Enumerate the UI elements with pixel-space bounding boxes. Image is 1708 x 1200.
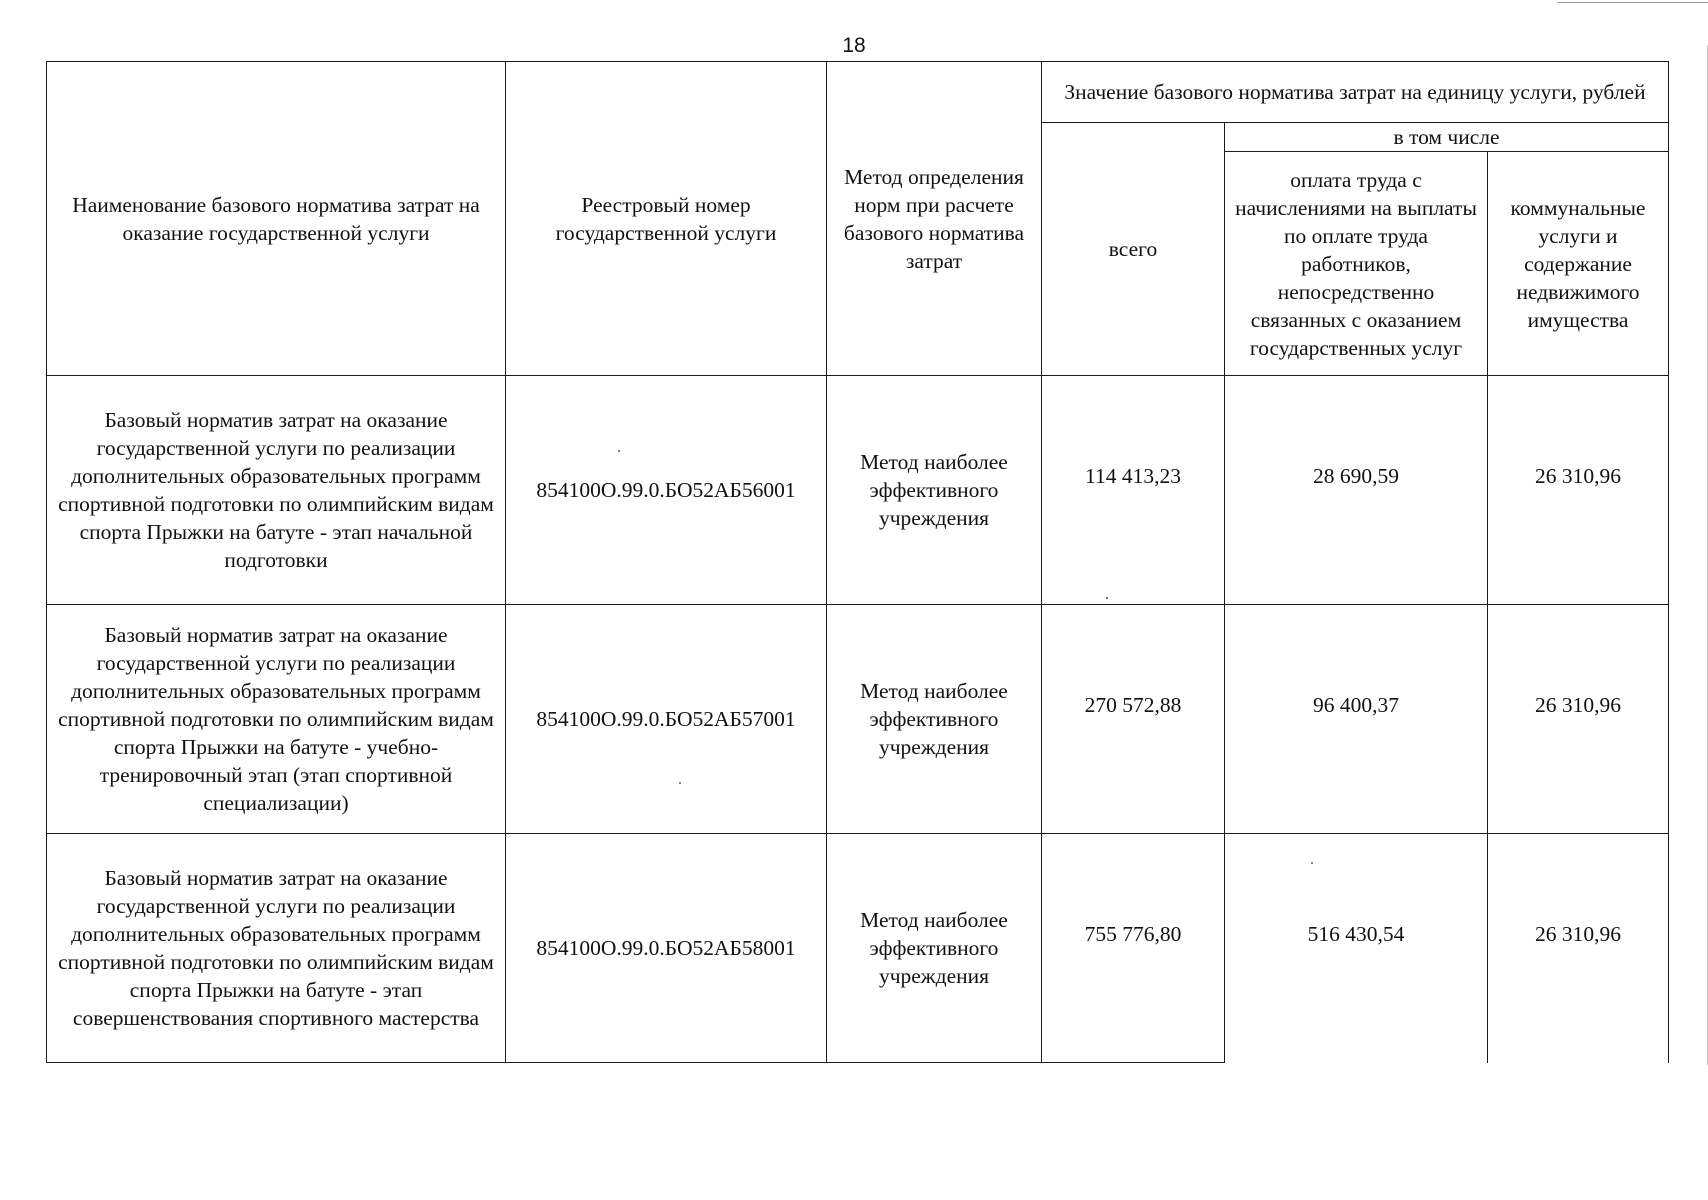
table-row — [47, 834, 1669, 1063]
header-utilities: коммунальные услуги и содержание недвижимого имущества — [1488, 152, 1669, 376]
cell-total: 755 776,80 — [1042, 834, 1225, 1063]
scan-speck — [618, 450, 620, 452]
scan-speck — [1311, 862, 1313, 864]
table-row — [47, 605, 1669, 834]
cell-name: Базовый норматив затрат на оказание государственной услуги по реализации дополнительных образовательных программ спортивной подготовки по олимпийским видам спорта Прыжки на батуте - учебно-тренировочный этап (этап спортивной специализации) — [47, 605, 506, 834]
cell-labor: 28 690,59 — [1225, 376, 1488, 605]
cell-registry-number: 854100О.99.0.БО52АБ58001 — [506, 834, 827, 1063]
header-including: в том числе — [1225, 123, 1669, 152]
header-row-1 — [47, 62, 1669, 123]
header-total: всего — [1042, 123, 1225, 376]
cell-registry-number: 854100О.99.0.БО52АБ56001 — [506, 376, 827, 605]
scan-speck — [679, 782, 681, 784]
cell-labor: 96 400,37 — [1225, 605, 1488, 834]
page-number: 18 — [842, 34, 866, 57]
header-method: Метод определения норм при расчете базового норматива затрат — [827, 62, 1042, 376]
cell-registry-number: 854100О.99.0.БО52АБ57001 — [506, 605, 827, 834]
header-value-group: Значение базового норматива затрат на единицу услуги, рублей — [1042, 62, 1669, 123]
cell-method: Метод наиболее эффективного учреждения — [827, 376, 1042, 605]
cell-labor: 516 430,54 — [1225, 834, 1488, 1063]
cell-total: 270 572,88 — [1042, 605, 1225, 834]
cell-method: Метод наиболее эффективного учреждения — [827, 605, 1042, 834]
header-labor: оплата труда с начислениями на выплаты по оплате труда работников, непосредственно связанных с оказанием государственных услуг — [1225, 152, 1488, 376]
norms-table — [46, 61, 1669, 1063]
cell-utilities: 26 310,96 — [1488, 834, 1669, 1063]
cell-utilities: 26 310,96 — [1488, 605, 1669, 834]
cell-name: Базовый норматив затрат на оказание государственной услуги по реализации дополнительных образовательных программ спортивной подготовки по олимпийским видам спорта Прыжки на батуте - этап начальной подготовки — [47, 376, 506, 605]
cell-utilities: 26 310,96 — [1488, 376, 1669, 605]
scan-speck — [1106, 597, 1108, 599]
header-name: Наименование базового норматива затрат на оказание государственной услуги — [47, 62, 506, 376]
cell-method: Метод наиболее эффективного учреждения — [827, 834, 1042, 1063]
cell-total: 114 413,23 — [1042, 376, 1225, 605]
table-row — [47, 376, 1669, 605]
header-registry-number: Реестровый номер государственной услуги — [506, 62, 827, 376]
cell-name: Базовый норматив затрат на оказание государственной услуги по реализации дополнительных образовательных программ спортивной подготовки по олимпийским видам спорта Прыжки на батуте - этап совершенствования спортивного мастерства — [47, 834, 506, 1063]
scan-edge-line — [1558, 2, 1708, 3]
